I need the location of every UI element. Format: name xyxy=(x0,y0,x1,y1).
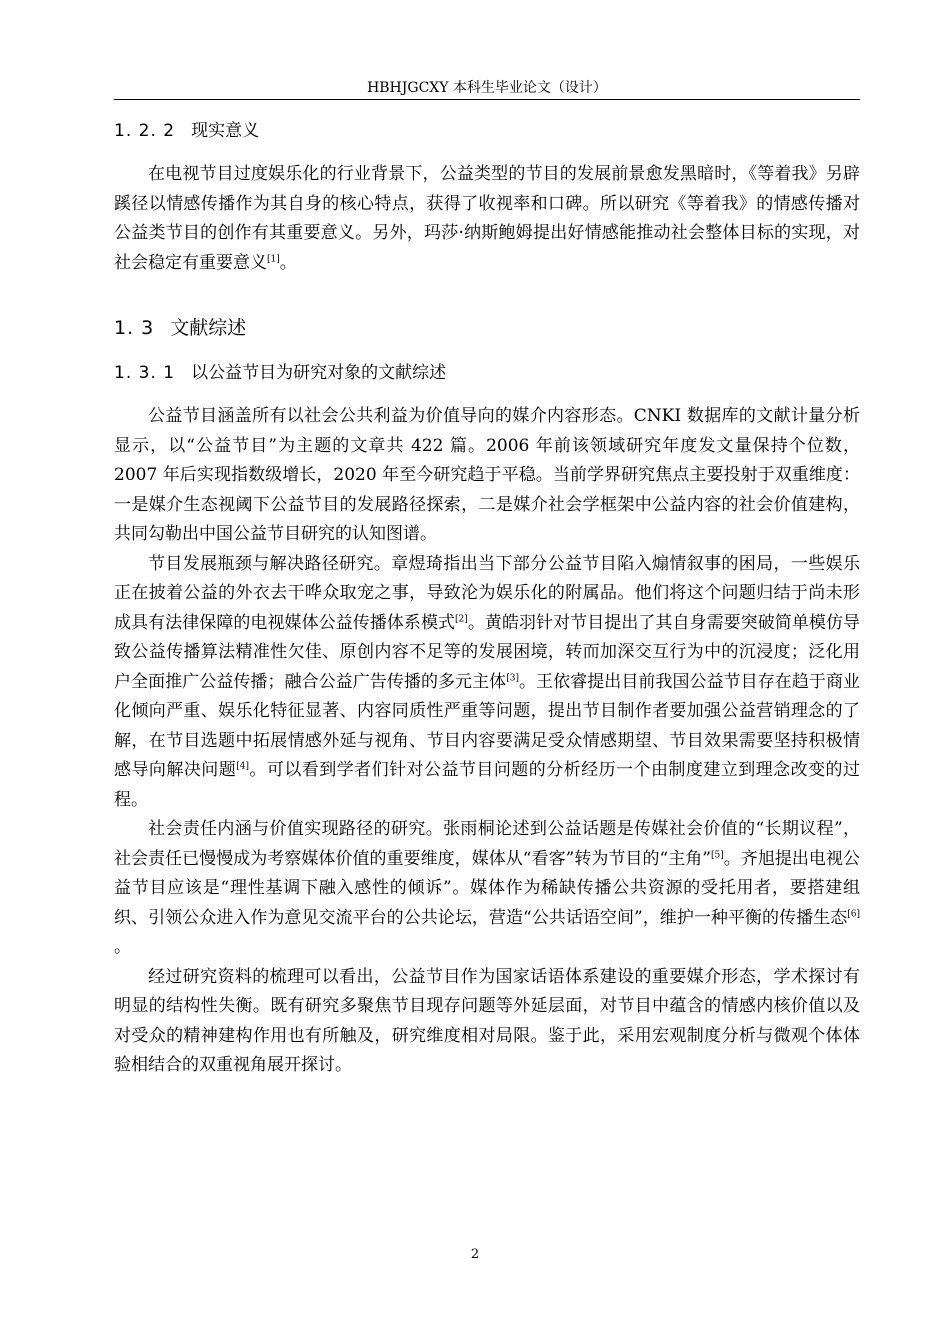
section-title: 现实意义 xyxy=(191,121,260,141)
paragraph: 在电视节目过度娱乐化的行业背景下，公益类型的节目的发展前景愈发黑暗时，《等着我》另辟蹊径以情感传播作为其自身的核心特点，获得了收视率和口碑。所以研究《等着我》的情感传播对公益类节目的创作有其重要意义。另外，玛莎·纳斯鲍姆提出好情感能推动社会整体目标的实现，对社会稳定有重要意义[1]。 xyxy=(114,164,860,273)
paragraph: 公益节目涵盖所有以社会公共利益为价值导向的媒介内容形态。CNKI 数据库的文献计量分析显示，以“公益节目”为主题的文章共 422 篇。2006 年前该领域研究年度发文量保持个位数，2007 年后实现指数级增长，2020 年至今研究趋于平稳。当前学界研究焦点主要投射于双重维度：一是媒介生态视阈下公益节目的发展路径探索，二是媒介社会学框架中公益内容的社会价值建构，共同勾勒出中国公益节目研究的认知图谱。 xyxy=(114,406,860,544)
paragraph: 节目发展瓶颈与解决路径研究。章煜琦指出当下部分公益节目陷入煽情叙事的困局，一些娱乐正在披着公益的外衣去干哗众取宠之事，导致沦为娱乐化的附属品。他们将这个问题归结于尚未形成具有法律保障的电视媒体公益传播体系模式[2]。黄皓羽针对节目提出了其自身需要突破简单模仿导致公益传播算法精准性欠佳、原创内容不足等的发展困境，转而加深交互行为中的沉浸度；泛化用户全面推广公益传播；融合公益广告传播的多元主体[3]。王依睿提出目前我国公益节目存在趋于商业化倾向严重、娱乐化特征显著、内容同质性严重等问题，提出节目制作者要加强公益营销理念的了解，在节目选题中拓展情感外延与视角、节目内容要满足受众情感期望、节目效果需要坚持积极情感导向解决问题[4]。可以看到学者们针对公益节目问题的分析经历一个由制度建立到理念改变的过程。 xyxy=(114,553,861,810)
header-rule xyxy=(114,99,860,100)
page-number: 2 xyxy=(470,1247,480,1262)
citation: [4] xyxy=(236,761,249,772)
section-number: 1. 3. 1 xyxy=(114,363,176,383)
section-title: 文献综述 xyxy=(170,317,247,339)
citation: [5] xyxy=(710,849,724,860)
running-header: HBHJGCXY 本科生毕业论文（设计） xyxy=(367,80,607,96)
section-number: 1. 2. 2 xyxy=(114,121,176,141)
section-heading-1-2-2 xyxy=(114,116,860,146)
section-number: 1. 3 xyxy=(114,317,155,339)
section-heading-1-3 xyxy=(114,312,860,344)
citation: [6] xyxy=(847,908,860,919)
section-title: 以公益节目为研究对象的文献综述 xyxy=(191,363,447,383)
paragraph: 经过研究资料的梳理可以看出，公益节目作为国家话语体系建设的重要媒介形态，学术探讨有明显的结构性失衡。既有研究多聚焦节目现存问题等外延层面，对节目中蕴含的情感内核价值以及对受众的精神建构作用也有所触及，研究维度相对局限。鉴于此，采用宏观制度分析与微观个体体验相结合的双重视角展开探讨。 xyxy=(114,966,860,1075)
citation: [1] xyxy=(267,253,280,264)
paragraph: 社会责任内涵与价值实现路径的研究。张雨桐论述到公益话题是传媒社会价值的“长期议程”，社会责任已慢慢成为考察媒体价值的重要维度，媒体从“看客”转为节目的“主角”[5]。齐旭提出电视公益节目应该是“理性基调下融入感性的倾诉”。媒体作为稀缺传播公共资源的受托用者，要搭建组织、引领公众进入作为意见交流平台的公共论坛，营造“公共话语空间”，维护一种平衡的传播生态[6] 。 xyxy=(114,819,861,957)
page-body xyxy=(114,116,860,1081)
section-heading-1-3-1 xyxy=(114,358,860,388)
citation: [2] xyxy=(455,613,468,624)
citation: [3] xyxy=(506,672,519,683)
